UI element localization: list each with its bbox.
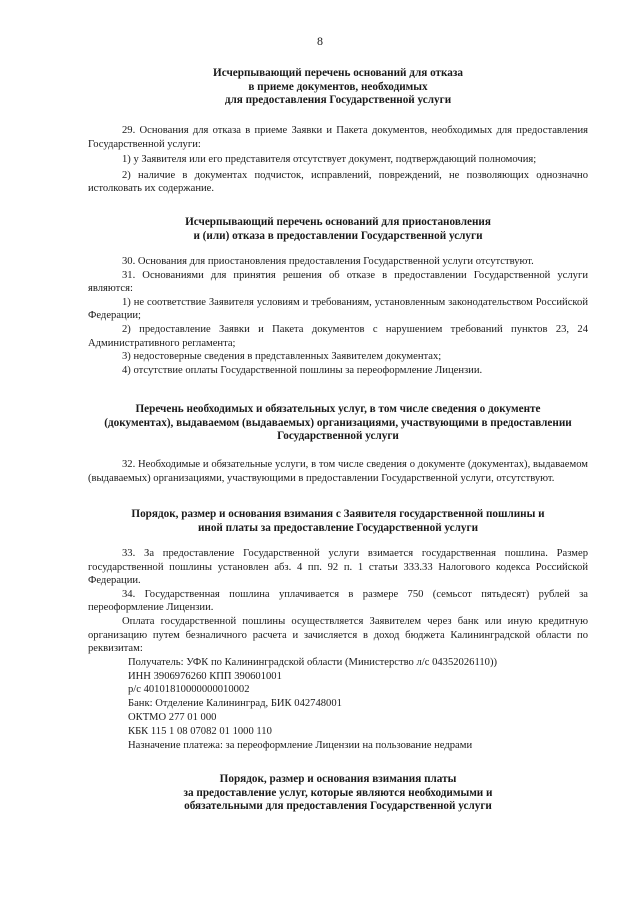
paragraph-31-item-1: 1) не соответствие Заявителя условиям и требованиям, установленным законодательством Российской Федерации; — [88, 296, 588, 322]
requisite-line: КБК 115 1 08 07082 01 1000 110 — [128, 725, 272, 737]
heading-fee-necessary-services — [88, 773, 588, 814]
heading-line: за предоставление услуг, которые являются необходимыми и — [183, 786, 493, 799]
heading-line: (документах), выдаваемом (выдаваемых) организациями, участвующими в предоставлении — [104, 416, 572, 429]
heading-line: Исчерпывающий перечень оснований для отказа — [213, 67, 463, 79]
paragraph-31: 31. Основаниями для принятия решения об отказе в предоставлении Государственной услуги являются: — [88, 269, 588, 295]
paragraph-32: 32. Необходимые и обязательные услуги, в том числе сведения о документе (документах), выдаваемом (выдаваемых) организациями, участвующими в предоставлении Государственной услуги, отсутствуют. — [88, 459, 588, 484]
heading-line: Порядок, размер и основания взимания с Заявителя государственной пошлины и — [131, 508, 545, 520]
requisite-line: Банк: Отделение Калининград, БИК 042748001 — [128, 698, 342, 710]
section-suspension-refusal-body — [88, 255, 588, 377]
paragraph-30: 30. Основания для приостановления предоставления Государственной услуги отсутствуют. — [122, 256, 534, 267]
page-number: 8 — [317, 34, 323, 48]
requisite-line: ИНН 3906976260 КПП 390601001 — [128, 670, 282, 682]
heading-line: Порядок, размер и основания взимания платы — [219, 773, 457, 785]
heading-line: Исчерпывающий перечень оснований для приостановления — [185, 216, 491, 228]
paragraph-31-item-4: 4) отсутствие оплаты Государственной пошлины за переоформление Лицензии. — [122, 364, 483, 376]
requisite-line: Назначение платежа: за переоформление Лицензии на пользование недрами — [128, 739, 473, 751]
section-state-fee-body — [88, 547, 588, 752]
heading-necessary-services — [80, 403, 596, 444]
paragraph-31-item-2: 2) предоставление Заявки и Пакета документов с нарушением требований пунктов 23, 24 Административного регламента; — [88, 323, 588, 349]
requisite-line: р/с 40101810000000010002 — [128, 684, 250, 696]
heading-line: иной платы за предоставление Государственной услуги — [197, 521, 479, 534]
paragraph-29: 29. Основания для отказа в приеме Заявки и Пакета документов, необходимых для предоставления Государственной услуги: — [88, 125, 588, 150]
heading-line: в приеме документов, необходимых — [248, 80, 428, 93]
heading-suspension-refusal — [88, 216, 588, 243]
heading-state-fee — [88, 508, 588, 535]
heading-line: и (или) отказа в предоставлении Государственной услуги — [193, 229, 483, 242]
paragraph-34: 34. Государственная пошлина уплачивается в размере 750 (семьсот пятьдесят) рублей за переоформление Лицензии. — [88, 588, 588, 614]
paragraph-29-item-1: 1) у Заявителя или его представителя отсутствует документ, подтверждающий полномочия; — [122, 154, 537, 166]
heading-refusal-acceptance — [88, 67, 588, 108]
paragraph-33: 33. За предоставление Государственной услуги взимается государственная пошлина. Размер государственной пошлины установлен абз. 4 пп. 92 п. 1 статьи 333.33 Налогового кодекса Российской Федерации. — [88, 548, 588, 587]
payment-requisites — [88, 656, 588, 753]
paragraph-31-item-3: 3) недостоверные сведения в представленных Заявителем документах; — [122, 351, 442, 363]
section-necessary-services-body — [88, 458, 588, 485]
paragraph-29-item-2: 2) наличие в документах подчисток, исправлений, повреждений, не позволяющих однозначно истолковать их содержание. — [88, 169, 588, 195]
heading-line: Государственной услуги — [277, 430, 399, 442]
heading-line: для предоставления Государственной услуги — [224, 94, 452, 106]
paragraph-fee-payment: Оплата государственной пошлины осуществляется Заявителем через банк или иную кредитную организацию путем безналичного расчета и зачисляется в доход бюджета Калининградской области по реквизитам: — [88, 615, 588, 655]
requisite-line: ОКТМО 277 01 000 — [128, 711, 217, 723]
section-refusal-acceptance-body — [88, 124, 588, 196]
heading-line: обязательными для предоставления Государственной услуги — [184, 800, 492, 812]
requisite-line: Получатель: УФК по Калининградской области (Министерство л/с 04352026110)) — [128, 656, 498, 668]
heading-line: Перечень необходимых и обязательных услуг, в том числе сведения о документе — [135, 403, 541, 415]
